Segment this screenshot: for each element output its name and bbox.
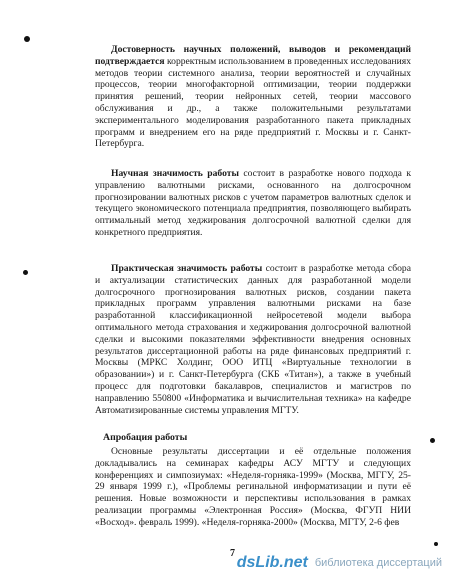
watermark-logo: dsLib.net — [236, 554, 308, 571]
watermark-text: библиотека диссертаций — [314, 557, 442, 569]
reliability-paragraph — [95, 44, 411, 150]
approbation-heading: Апробация работы — [103, 432, 188, 443]
reliability-title: Достоверность научных положений, выводов и рекомендаций подтверждается — [95, 44, 411, 67]
scan-speck — [24, 36, 30, 42]
scan-speck — [23, 270, 28, 275]
scientific-significance-paragraph — [95, 168, 411, 239]
practical-significance-paragraph — [95, 263, 411, 416]
watermark[interactable] — [235, 551, 442, 575]
page-number: 7 — [230, 548, 235, 559]
approbation-paragraph — [95, 446, 411, 529]
scan-speck — [434, 542, 438, 546]
reliability-text: корректным использованием в проведенных исследованиях методов теории системного анализа, теории вероятностей и случайных процессов, теории многофакторной оптимизации, теории поддержки принятия решений, теории нейронных сетей, теории массового обслуживания и др., а также положительными результатами экспериментального моделирования разработанного пакета прикладных программ и внедрением его на ряде предприятий г. Москвы и г. Санкт-Петербурга. — [95, 55, 411, 150]
practical-significance-title: Практическая значимость работы — [111, 263, 263, 274]
scientific-significance-title: Научная значимость работы — [111, 168, 239, 179]
scientific-significance-text: состоит в разработке нового подхода к управлению валютными рисками, основанного на долгосрочном прогнозировании валютных рисков с учетом параметров валютных сделок и текущего экономического потенциала предприятия, позволяющего выбирать оптимальный метод хеджирования долгосрочной валютной сделки для конкретного предприятия. — [95, 168, 412, 238]
scan-speck — [430, 438, 435, 443]
practical-significance-text: состоит в разработке метода сбора и актуализации статистических данных для разработанной модели долгосрочного прогнозирования валютных рисков, создании пакета прикладных программ управления валютными рисками на базе разработанной классификационной нейросетевой модели выбора оптимального метода страхования и хеджирования долгосрочной валютной сделки и высокими показателями эффективности внедрения основных результатов диссертационной работы на ряде финансовых предприятий г. Москвы (МРКС Холдинг, ООО ИТЦ «Виртуальные технологии в образовании») и г. Санкт-Петербурга (СКБ «Титан»), а также в учебный процесс для подготовки бакалавров, специалистов и магистров по направлению 550800 «Информатика и вычислительная техника» на кафедре Автоматизированные системы управления МГТУ. — [95, 263, 411, 416]
approbation-text: Основные результаты диссертации и её отдельные положения докладывались на семинарах кафедры АСУ МГТУ и следующих конференциях и симпозиумах: «Неделя-горняка-1999» (Москва, МГГУ, 25-29 января 1999 г.), «Проблемы регинальной информатизации и пути её решения. Новые возможности и перспективы использования в рамках реализации программы «Электронная Россия» (Москва, ФГУП НИИ «Восход». февраль 1999). «Неделя-горняка-2000» (Москва, МГТУ, 2-6 фев — [95, 446, 411, 528]
